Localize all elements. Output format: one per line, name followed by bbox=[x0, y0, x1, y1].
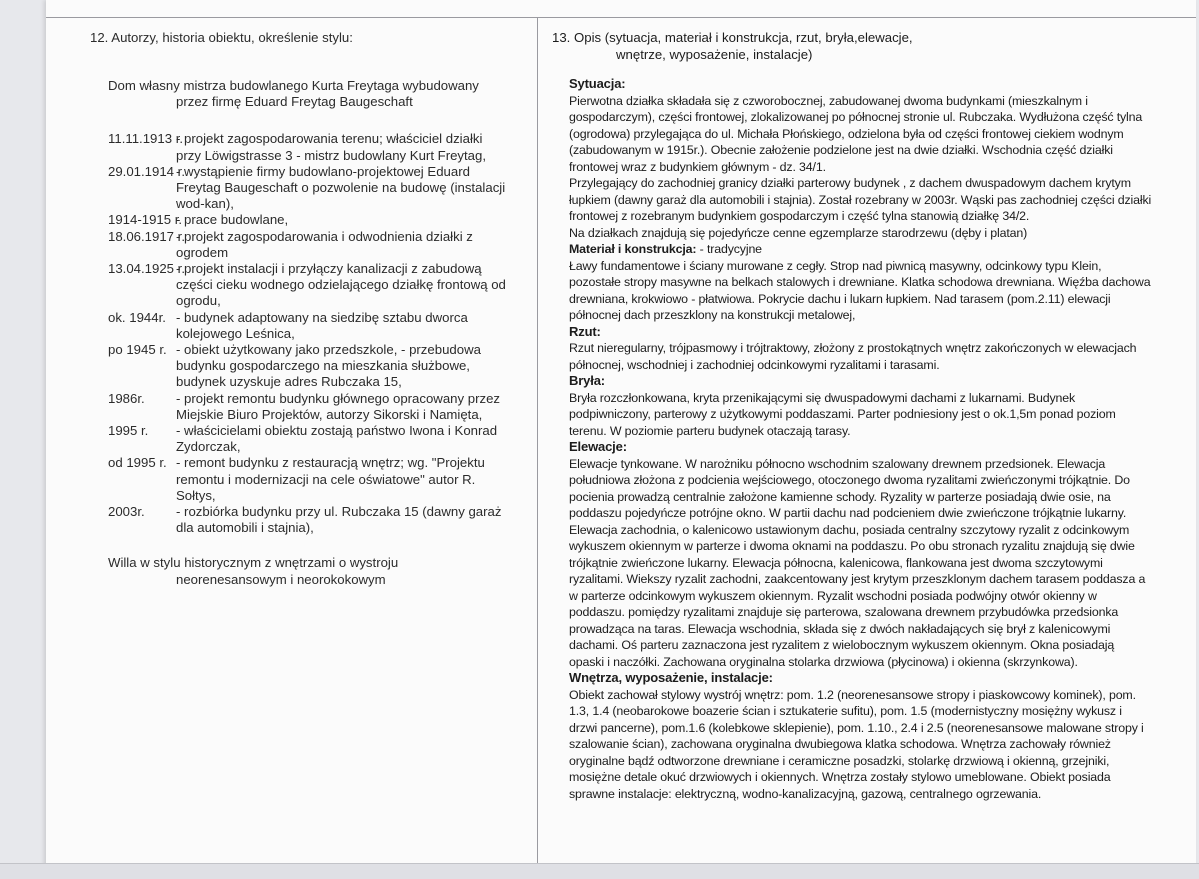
intro-line-1: Dom własny mistrza budowlanego Kurta Freytaga wybudowany bbox=[108, 78, 479, 93]
style-paragraph bbox=[90, 555, 510, 587]
sytuacja-paragraph-1: Pierwotna działka składała się z czworobocznej, zabudowanej dwoma budynkami (mieszkalnym i gospodarczym), części frontowej, zlokalizowanej po północnej stronie ul. Rubczaka. Wydłużona część tylna (ogrodowa) przylegająca do ul. Michała Płońskiego, odzielona była od części frontowej ciekiem wodnym (zabudowanym w 1915r.). Obecnie założenie podzielone jest na dwie działki. Wschodnia część działki frontowej wraz z budynkiem głównym - dz. 34/1. bbox=[569, 93, 1143, 174]
chronology-date: 11.11.1913 r. bbox=[108, 131, 184, 147]
chronology-entry bbox=[90, 261, 510, 310]
chronology-entry bbox=[90, 391, 510, 423]
chronology-date: ok. 1944r. bbox=[108, 309, 166, 325]
chronology-entry bbox=[90, 455, 510, 504]
chronology-entry bbox=[90, 423, 510, 455]
page-bottom-edge bbox=[0, 863, 1199, 879]
top-rule bbox=[46, 17, 1196, 18]
elewacje-heading: Elewacje: bbox=[569, 439, 627, 454]
material-heading-line bbox=[569, 241, 1152, 258]
wnetrza-paragraph: Obiekt zachował stylowy wystrój wnętrz: pom. 1.2 (neorenesansowe stropy i piaskowcowy kominek), pom. 1.3, 1.4 (neobarokowe boazerie ścian i sztukaterie sufitu), pom. 1.5 (modernistyczny mosiężny wykusz i drzwi pancerne), pom.1.6 (kolebkowe sklepienie), pom. 1.10., 2.4 i 2.5 (neorenesansowe malowane stropy i szalowanie ścian), zachowana oryginalna dwubiegowa klatka schodowa. Wnętrza zachowały również oryginalne bądź odtworzone drewniane i ceramiczne posadzki, stolarkę drzwiową i okienną, grzejniki, mosiężne detale okuć drzwiowych i okiennych. Wnętrza zostały stylowo umeblowane. Obiekt posiada sprawne instalacje: elektryczną, wodno-kanalizacyjną, gazową, centralnego ogrzewania. bbox=[569, 687, 1144, 801]
section-13-heading: 13. Opis (sytuacja, materiał i konstrukcja, rzut, bryła,elewacje, bbox=[552, 30, 913, 45]
chronology-entry bbox=[90, 164, 510, 213]
chronology-text: - projekt zagospodarowania i odwodnienia działki z ogrodem bbox=[176, 228, 473, 260]
intro-line-2: przez firmę Eduard Freytag Baugeschaft bbox=[176, 94, 413, 110]
sytuacja-paragraph-2: Przylegający do zachodniej granicy działki parterowy budynek , z dachem dwuspadowym dachem krytym łupkiem (dawny garaż dla automobili i stajnia). Został rozebrany w 2003r. Wąski pas zachodniej części działki frontowej z rozebranym budynkiem gospodarczym i część tylna stanowią działkę 34/2. bbox=[569, 176, 1152, 223]
chronology-date: od 1995 r. bbox=[108, 455, 167, 471]
chronology-text: - obiekt użytkowany jako przedszkole, - przebudowa budynku gospodarczego na mieszkania służbowe, budynek uzyskuje adres Rubczaka 15, bbox=[176, 342, 481, 390]
chronology-date: 1986r. bbox=[108, 390, 145, 406]
chronology-text: - budynek adaptowany na siedzibę sztabu dworca kolejowego Leśnica, bbox=[176, 309, 468, 341]
bryla-heading: Bryła: bbox=[569, 373, 605, 388]
chronology-date: 13.04.1925 r. bbox=[108, 261, 185, 277]
chronology-date: 18.06.1917 r. bbox=[108, 228, 185, 244]
left-column bbox=[90, 29, 510, 588]
rzut-heading: Rzut: bbox=[569, 323, 601, 339]
chronology-date: 1914-1915 r. bbox=[108, 212, 183, 228]
chronology-text: - remont budynku z restauracją wnętrz; wg. "Projektu remontu i modernizacji na cele oświatowe" autor R. Sołtys, bbox=[176, 455, 485, 503]
column-divider bbox=[537, 18, 538, 863]
chronology-entry bbox=[90, 229, 510, 261]
material-paragraph: Ławy fundamentowe i ściany murowane z cegły. Strop nad piwnicą masywny, odcinkowy typu Klein, pozostałe stropy masywne na belkach stalowych i drewniane. Klatka schodowa drewniana. Więźba dachowa drewniana, krokwiowo - płatwiowa. Pokrycie dachu i lukarn łupkiem. Nad tarasem (pom.2.11) elewacji północnej dach przeszklony na konstrukcji metalowej, bbox=[569, 258, 1151, 322]
chronology-entry bbox=[90, 212, 510, 228]
sytuacja-paragraph-3: Na działkach znajdują się pojedyńcze cenne egzemplarze starodrzewu (dęby i platan) bbox=[569, 225, 1028, 240]
section-13-heading-cont: wnętrze, wyposażenie, instalacje) bbox=[616, 47, 813, 62]
chronology-text: - wystąpienie firmy budowlano-projektowej Eduard Freytag Baugeschaft o pozwolenie na budowę (instalacji wod-kan), bbox=[176, 163, 506, 212]
chronology-date: 2003r. bbox=[108, 504, 145, 520]
chronology-text: - rozbiórka budynku przy ul. Rubczaka 15 (dawny garaż dla automobili i stajnia), bbox=[176, 504, 502, 536]
chronology-date: 1995 r. bbox=[108, 423, 149, 439]
chronology-text: - właścicielami obiektu zostają państwo Iwona i Konrad Zydorczak, bbox=[176, 423, 498, 455]
material-heading: Materiał i konstrukcja: bbox=[569, 242, 697, 256]
chronology-entry bbox=[90, 310, 510, 342]
material-heading-tail: - tradycyjne bbox=[696, 242, 762, 256]
style-line-2: neorenesansowym i neorokokowym bbox=[176, 571, 386, 587]
description-body bbox=[552, 76, 1152, 802]
chronology-text: - projekt instalacji i przyłączy kanalizacji z zabudową części cieku wodnego odzielającego działkę frontową od ogrodu, bbox=[176, 261, 506, 309]
chronology-text: - projekt zagospodarowania terenu; właściciel działki przy Löwigstrasse 3 - mistrz budowlany Kurt Freytag, bbox=[176, 131, 487, 163]
style-line-1: Willa w stylu historycznym z wnętrzami o wystroju bbox=[108, 555, 399, 571]
chronology-list bbox=[90, 131, 510, 536]
right-column bbox=[552, 29, 1152, 802]
chronology-entry bbox=[90, 504, 510, 536]
chronology-date: 29.01.1914 r. bbox=[108, 163, 185, 179]
bryla-paragraph: Bryła rozczłonkowana, kryta przenikającymi się dwuspadowymi dachami z lukarnami. Budynek podpiwniczony, parterowy z użytkowymi poddaszami. Parter podniesiony jest o ok.1,5m ponad poziom terenu. W poziomie parteru budynek otaczają tarasy. bbox=[569, 390, 1116, 438]
section-12-heading: 12. Autorzy, historia obiektu, określenie stylu: bbox=[90, 30, 353, 45]
rzut-paragraph: Rzut nieregularny, trójpasmowy i trójtraktowy, złożony z prostokątnych wnętrz zakończonych w elewacjach północnej, wschodniej i zachodniej odcinkowymi ryzalitami i tarasami. bbox=[569, 341, 1137, 372]
wnetrza-heading: Wnętrza, wyposażenie, instalacje: bbox=[569, 670, 773, 685]
chronology-date: po 1945 r. bbox=[108, 342, 167, 358]
sytuacja-heading: Sytuacja: bbox=[569, 76, 626, 91]
chronology-entry bbox=[90, 131, 510, 163]
chronology-entry bbox=[90, 342, 510, 391]
intro-paragraph bbox=[90, 78, 510, 110]
chronology-text: - projekt remontu budynku głównego opracowany przez Miejskie Biuro Projektów, autorzy Sikorski i Namięta, bbox=[176, 390, 501, 422]
elewacje-paragraph: Elewacje tynkowane. W narożniku północno wschodnim szalowany drewnem przedsionek. Elewacja południowa złożona z podcienia wejściowego, otoczonego dwoma ryzalitami zwieńczonymi trójkątnie. Do pocienia prowadzą centralnie założone kamienne schody. Ryzality w parterze posiadają dwie osie, na poddaszu pojedyńcze potrójne okno. W partii dachu nad podcieniem dwie zwieńczone trójkątnie lukarny. Elewacja zachodnia, o kalenicowo ustawionym dachu, posiada centralny szczytowy ryzalit z odcinkowym wykuszem okiennym w parterze i dwoma oknami na poddaszu. Po obu stronach ryzalitu znajdują się dwie trójkątnie zwieńczone lukarny. Elewacja północna, kalenicowa, flankowana jest dwoma szczytowymi ryzalitami. Wiekszy ryzalit zachodni, zaakcentowany jest krytym przeszklonym dachem tarasem poddasza a w parterze odcinkowym wykuszem okiennym. Ryzalit wschodni posiada podwójny otwór okienny w poddaszu. pomiędzy ryzalitami znajduje się parterowa, szalowana drewnem przybudówka przedsionka prowadząca na taras. Elewacja wschodnia, składa się z dwóch nakładających się brył z kalenicowymi dachami. Oś parteru zaznaczona jest ryzalitem z wielobocznym wykuszem okiennym. Okna posiadają opaski i naczółki. Zachowana oryginalna stolarka drzwiowa (płycinowa) i okienna (skrzynkowa). bbox=[569, 456, 1146, 669]
chronology-text: - prace budowlane, bbox=[176, 212, 289, 228]
